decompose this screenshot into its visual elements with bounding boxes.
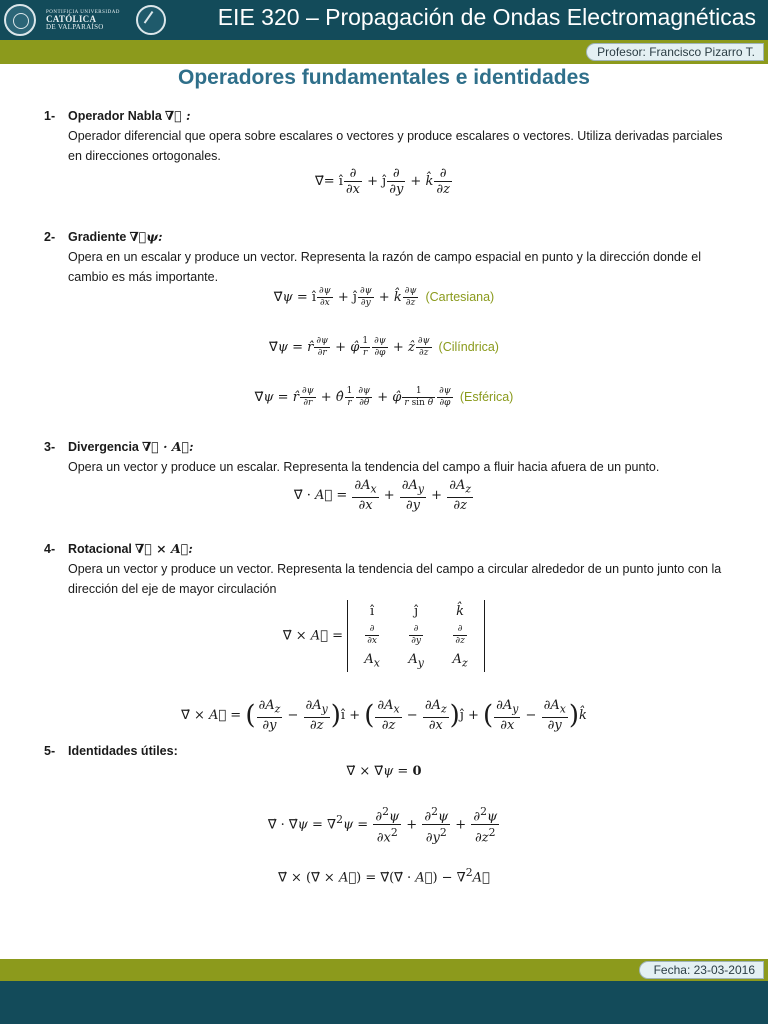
coord-label: (Esférica) — [459, 390, 514, 404]
logo-line1: CATÓLICA — [46, 13, 97, 24]
gradient-cartesian-equation: ∇⃗ψ = ı̂ $\frac{\partial\psi}{\partial x}$ + ȷ̂ $\frac{\partial\psi}{\partial y}$ + k̂ $\frac{\partial\psi}{\partial z}$ (Cartesiana) — [273, 286, 495, 308]
professor-label: Profesor: Francisco Pizarro T. — [586, 43, 764, 61]
nabla-equation: ∇⃗= ı̂ $\frac{\partial}{\partial x}$ + ȷ̂ $\frac{\partial}{\partial y}$ + k̂ $\frac{\partial}{\partial z}$ — [315, 166, 450, 197]
section-number: 4- — [44, 542, 56, 556]
section-description: Opera un vector y produce un vector. Representa la tendencia del campo a circular alrededor de un punto junto con la dirección del eje de mayor circulación — [68, 562, 722, 596]
coord-label: (Cilíndrica) — [438, 340, 499, 354]
logo-line0: PONTIFICIA UNIVERSIDAD — [46, 9, 120, 15]
section-title: Gradiente — [68, 230, 127, 244]
header-bar — [0, 0, 768, 40]
header-accent-bar — [0, 40, 768, 64]
footer-bar — [0, 981, 768, 1024]
course-title: EIE 320 – Propagación de Ondas Electromagnéticas — [217, 4, 756, 30]
section-description: Operador diferencial que opera sobre escalares o vectores y produce escalares o vectores. Utiliza derivadas parciales en direcciones ortogonales. — [68, 129, 723, 163]
divergence-equation: ∇⃗ · A⃗ = $\frac{\partial A_x}{\partial x}$ + $\frac{\partial A_y}{\partial y}$ + $\frac{\partial A_z}{\partial z}$ — [293, 478, 472, 513]
gradient-cylindrical-equation: ∇⃗ψ = r̂ $\frac{\partial\psi}{\partial r}$ + φ̂ $\frac{1}{r}$ $\frac{\partial\psi}{\partial\varphi}$ + ẑ $\frac{\partial\psi}{\partial z}$ (Cilíndrica) — [269, 336, 499, 358]
section-heading — [44, 541, 193, 556]
identity-laplacian: ∇⃗ · ∇⃗ψ = ∇$^2$ψ = $\frac{\partial^2\psi}{\partial x^2}$ + $\frac{\partial^2\psi}{\partial y^2}$ + $\frac{\partial^2\psi}{\partial z^2}$ — [267, 805, 498, 846]
section-number: 1- — [44, 109, 56, 123]
university-wordmark — [46, 10, 120, 31]
gradient-spherical-equation: ∇⃗ψ = r̂ $\frac{\partial\psi}{\partial r}$ + θ̂ $\frac{1}{r}$ $\frac{\partial\psi}{\partial\theta}$ + φ̂ $\frac{1}{\text{r sin θ}}$ $\frac{\partial\psi}{\partial\varphi}$ (Esférica) — [254, 386, 514, 408]
identity-curl-of-curl: ∇⃗ × (∇⃗ × A⃗) = ∇⃗(∇⃗ · A⃗) − ∇$^2$A⃗ — [278, 866, 490, 886]
section-number: 2- — [44, 230, 56, 244]
coord-label: (Cartesiana) — [425, 290, 495, 304]
section-title: Rotacional — [68, 542, 132, 556]
section-symbol: ∇⃗ · A⃗: — [141, 439, 194, 454]
section-symbol: ∇⃗ × A⃗: — [134, 541, 193, 556]
section-title: Divergencia — [68, 440, 139, 454]
identity-curl-of-gradient: ∇⃗ × ∇⃗ψ = 0 — [346, 764, 422, 779]
logo-line2: DE VALPARAÍSO — [46, 22, 104, 31]
section-description: Opera un vector y produce un escalar. Representa la tendencia del campo a fluir hacia afuera de un punto. — [68, 460, 660, 474]
section-title: Operador Nabla — [68, 109, 162, 123]
section-symbol: ∇⃗ : — [164, 108, 191, 123]
university-seal-icon — [4, 4, 36, 36]
section-title: Identidades útiles: — [68, 744, 178, 758]
section-heading — [44, 439, 194, 454]
section-number: 5- — [44, 744, 56, 758]
section-heading — [44, 108, 191, 123]
page-title: Operadores fundamentales e identidades — [178, 66, 590, 89]
curl-determinant-equation: ∇⃗ × A⃗ = ı̂ ȷ̂ k̂ $\frac{\partial}{\partial x}$ $\frac{\partial}{\partial y}$ $\frac{\partial}{\partial z}$ $A_x$ $A_y$ $A_z$ — [0, 600, 768, 672]
section-heading — [44, 744, 178, 758]
curl-expanded-equation: ∇⃗ × A⃗ = ( $\frac{\partial A_z}{\partial y}$ − $\frac{\partial A_y}{\partial z}$ )ı̂ + ( $\frac{\partial A_x}{\partial z}$ − $\frac{\partial A_z}{\partial x}$ )ȷ̂ + ( $\frac{\partial A_y}{\partial x}$ − $\frac{\partial A_x}{\partial y}$ )k̂ — [181, 698, 587, 733]
section-symbol: ∇⃗ψ: — [129, 229, 163, 244]
section-number: 3- — [44, 440, 56, 454]
date-label: Fecha: 23-03-2016 — [639, 961, 764, 979]
school-seal-icon — [136, 5, 166, 35]
curl-determinant: ı̂ ȷ̂ k̂ $\frac{\partial}{\partial x}$ $\frac{\partial}{\partial y}$ $\frac{\partial}{\partial z}$ $A_x$ $A_y$ $A_z$ — [347, 600, 485, 672]
section-heading — [44, 229, 163, 244]
footer-accent-bar — [0, 959, 768, 981]
university-logo — [4, 2, 166, 38]
section-description: Opera en un escalar y produce un vector. Representa la razón de campo espacial en punto y la dirección donde el cambio es más importante. — [68, 250, 702, 284]
